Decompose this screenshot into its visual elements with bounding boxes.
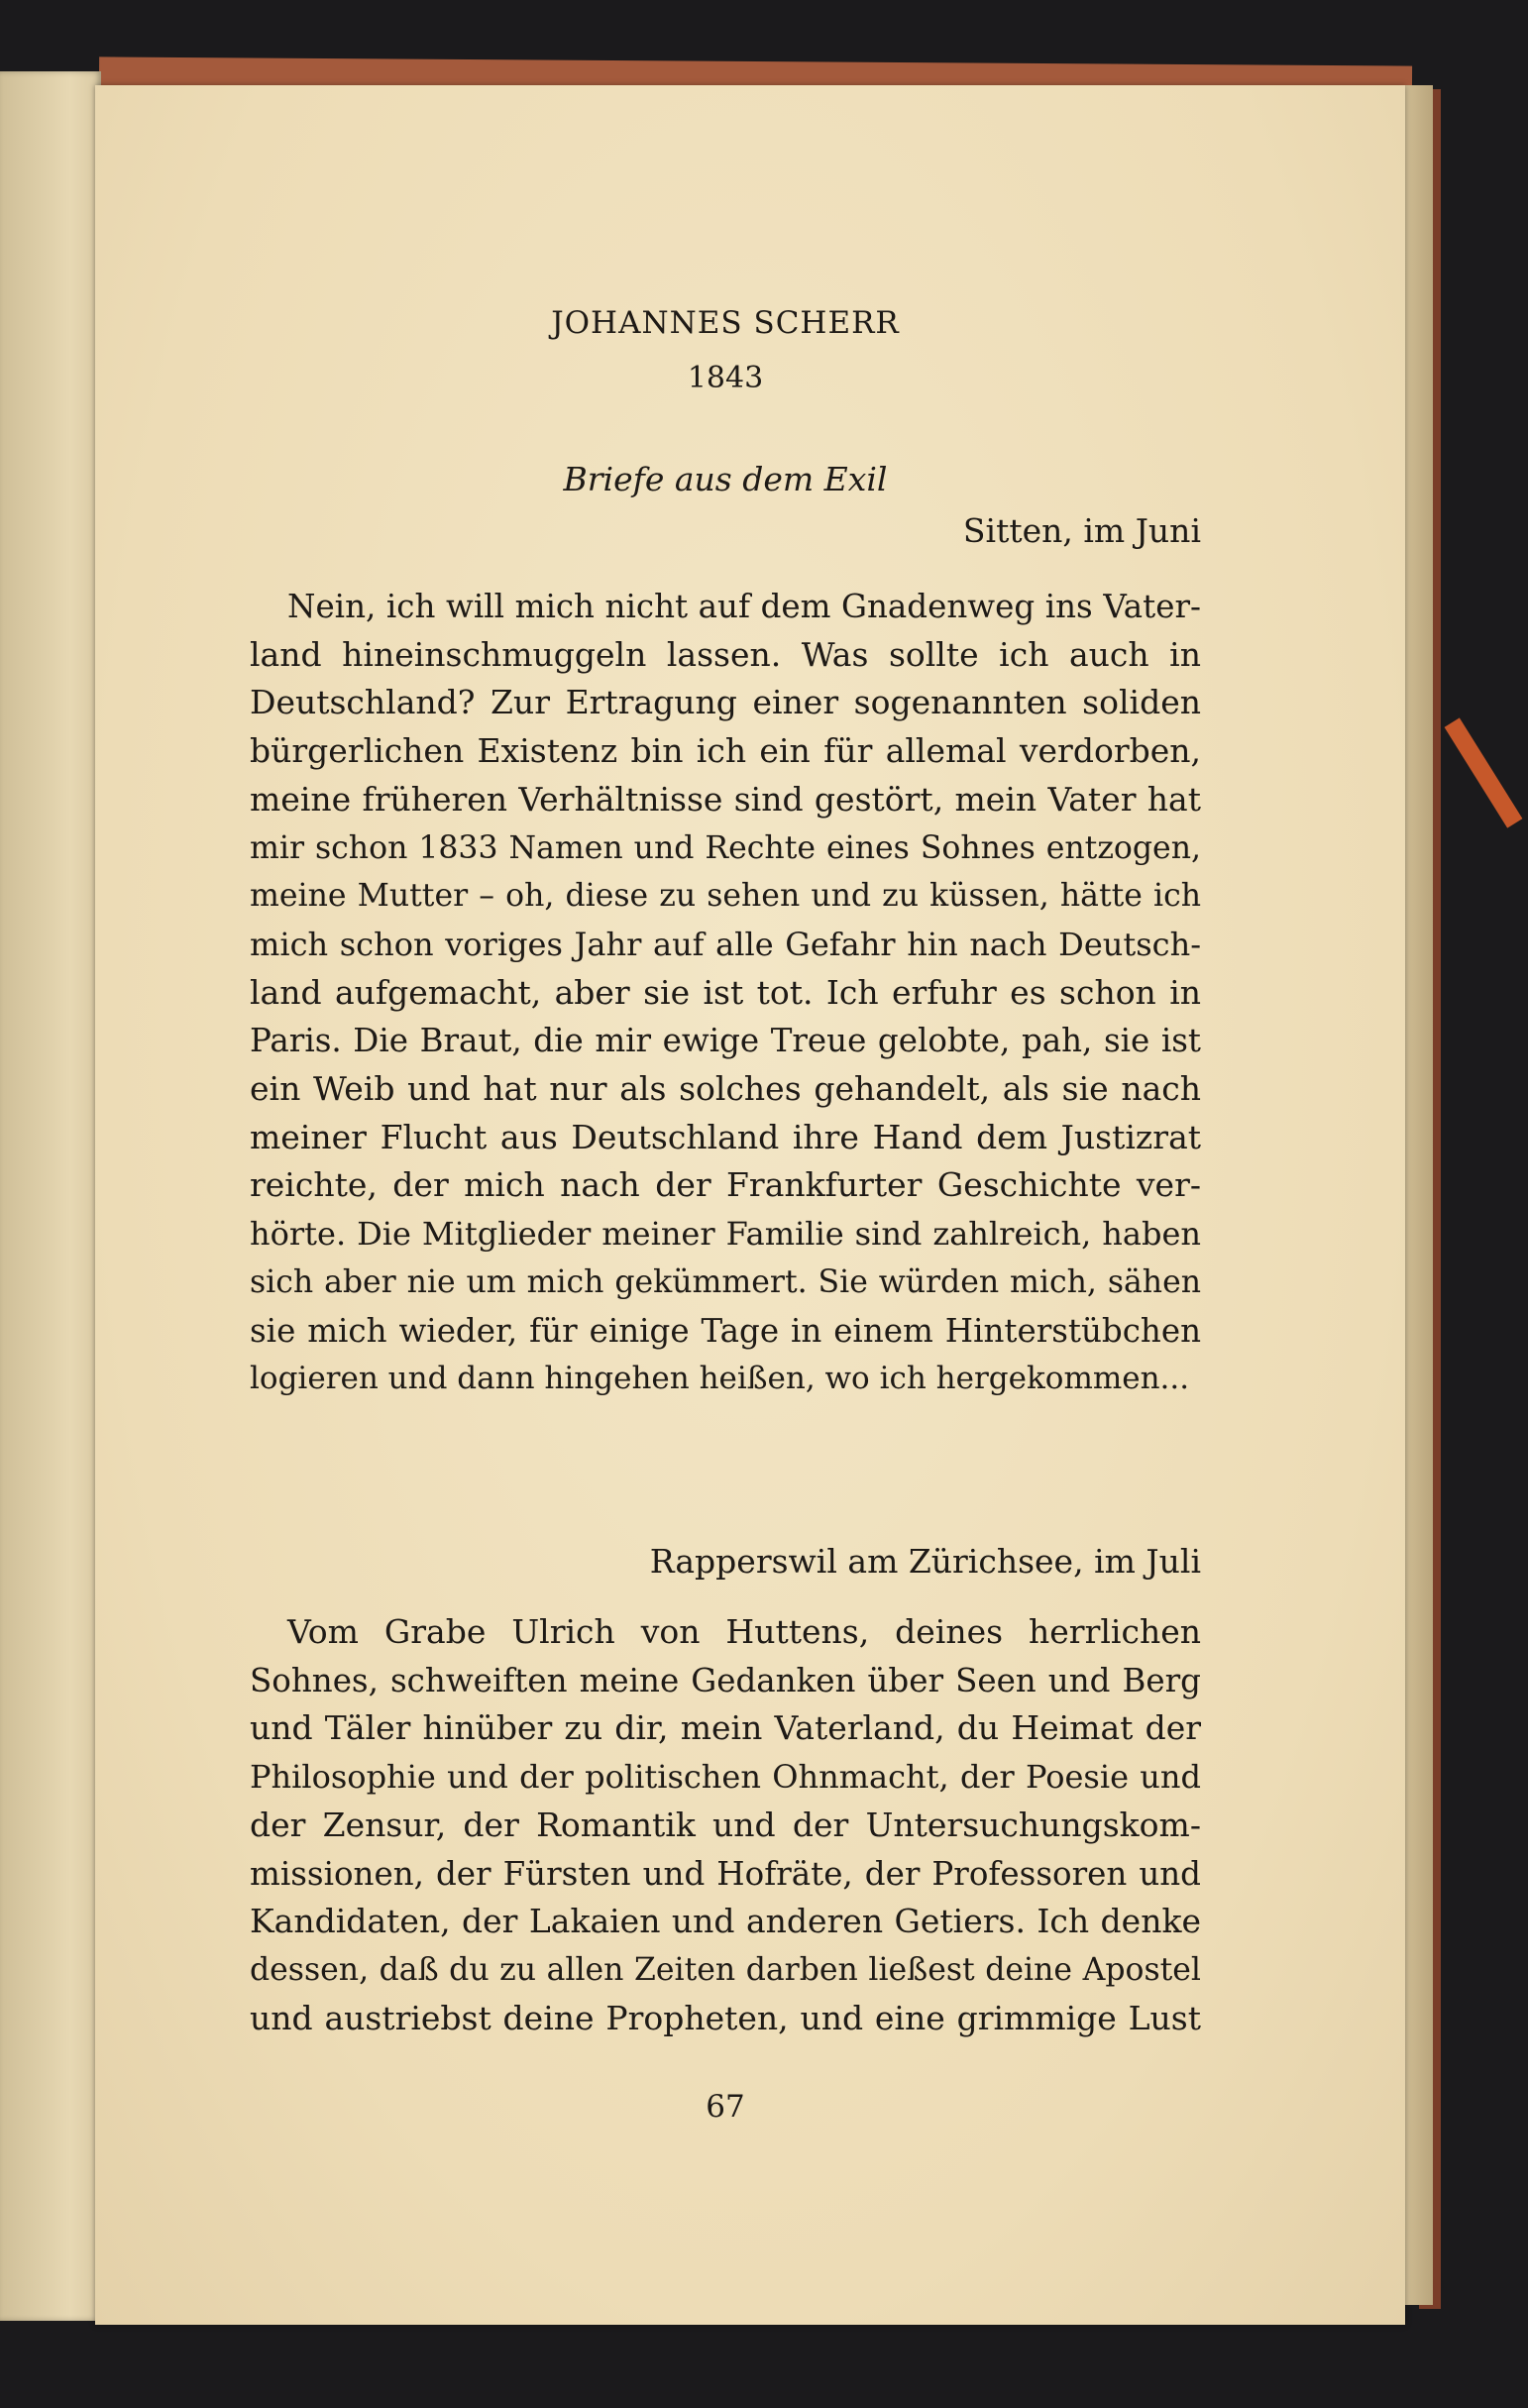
page-number: 67 [706,2089,745,2125]
text-line: logieren und dann hingehen heißen, wo ich hergekommen... [250,1361,1190,1397]
author-heading: JOHANNES SCHERR [551,305,900,341]
place-date-1: Sitten, im Juni [962,511,1201,550]
text-line: mir schon 1833 Namen und Rechte eines Sohnes entzogen, [250,829,1201,866]
text-line: bürgerlichen Existenz bin ich ein für allemal verdorben, [250,731,1201,771]
text-line: mich schon voriges Jahr auf alle Gefahr hin nach Deutsch- [250,925,1201,963]
text-line: Philosophie und der politischen Ohnmacht, der Poesie und [250,1758,1201,1797]
text-line: meine früheren Verhältnisse sind gestört, mein Vater hat [250,779,1201,819]
text-line: meiner Flucht aus Deutschland ihre Hand dem Justizrat [250,1117,1201,1156]
paragraph-1 [250,583,1201,1403]
text-line: Kandidaten, der Lakaien und anderen Getiers. Ich denke [250,1902,1201,1941]
place-date-2: Rapperswil am Zürichsee, im Juli [649,1542,1201,1581]
text-line: reichte, der mich nach der Frankfurter Geschichte ver- [250,1165,1201,1205]
text-line: Paris. Die Braut, die mir ewige Treue gelobte, pah, sie ist [250,1022,1201,1060]
paragraph-2 [250,1608,1201,2042]
text-line: hörte. Die Mitglieder meiner Familie sind zahlreich, haben [250,1215,1201,1254]
letter-title: Briefe aus dem Exil [563,460,888,498]
text-line: land hineinschmuggeln lassen. Was sollte ich auch in [250,634,1201,674]
text-line: sich aber nie um mich gekümmert. Sie würden mich, sähen [250,1263,1201,1300]
text-line: Vom Grabe Ulrich von Huttens, deines herrlichen [287,1612,1201,1651]
text-line: missionen, der Fürsten und Hofräte, der Professoren und [250,1854,1201,1893]
year-heading: 1843 [687,361,764,395]
text-line: meine Mutter – oh, diese zu sehen und zu küssen, hätte ich [250,878,1201,915]
text-line: Nein, ich will mich nicht auf dem Gnadenweg ins Vater- [287,588,1201,625]
text-line: ein Weib und hat nur als solches gehandelt, als sie nach [250,1069,1201,1109]
text-line: Sohnes, schweiften meine Gedanken über Seen und Berg [250,1661,1201,1699]
book-page [95,85,1405,2325]
facing-page-edge [0,71,101,2321]
text-line: sie mich wieder, für einige Tage in einem Hinterstübchen [250,1311,1201,1350]
text-line: und Täler hinüber zu dir, mein Vaterland, du Heimat der [250,1708,1201,1748]
text-line: der Zensur, der Romantik und der Untersuchungskom- [250,1805,1201,1844]
text-line: land aufgemacht, aber sie ist tot. Ich erfuhr es schon in [250,972,1201,1012]
text-line: und austriebst deine Propheten, und eine grimmige Lust [250,1998,1201,2037]
text-line: Deutschland? Zur Ertragung einer sogenannten soliden [250,683,1201,722]
text-line: dessen, daß du zu allen Zeiten darben ließest deine Apostel [250,1951,1201,1988]
bookmark-ribbon [1445,717,1523,827]
